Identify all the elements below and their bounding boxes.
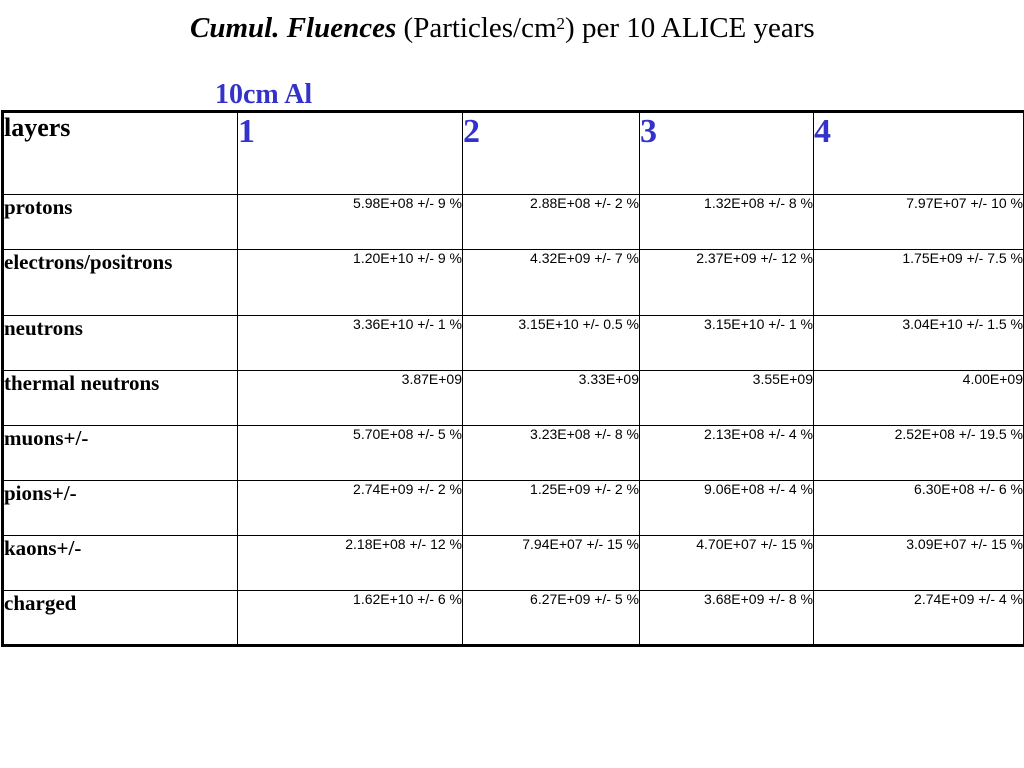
value-cell: 2.37E+09 +/- 12 % <box>640 250 814 316</box>
value-cell: 6.30E+08 +/- 6 % <box>814 481 1024 536</box>
particle-label: thermal neutrons <box>3 371 238 426</box>
value-cell: 4.70E+07 +/- 15 % <box>640 536 814 591</box>
table-row <box>3 536 1024 591</box>
particle-label: protons <box>3 195 238 250</box>
table-row <box>3 591 1024 646</box>
table-row <box>3 195 1024 250</box>
table-row <box>3 250 1024 316</box>
value-cell: 7.97E+07 +/- 10 % <box>814 195 1024 250</box>
title-suffix: ) per 10 ALICE years <box>565 12 815 44</box>
title-units-superscript: 2 <box>556 14 566 33</box>
value-cell: 3.36E+10 +/- 1 % <box>238 316 463 371</box>
table-row <box>3 426 1024 481</box>
layer-2-header: 2 <box>463 112 640 195</box>
value-cell: 2.88E+08 +/- 2 % <box>463 195 640 250</box>
value-cell: 3.15E+10 +/- 0.5 % <box>463 316 640 371</box>
page-subtitle: 10cm Al <box>215 79 313 110</box>
value-cell: 3.55E+09 <box>640 371 814 426</box>
value-cell: 1.20E+10 +/- 9 % <box>238 250 463 316</box>
table-row <box>3 481 1024 536</box>
title-emphasis: Cumul. Fluences <box>190 12 397 44</box>
layer-3-header: 3 <box>640 112 814 195</box>
value-cell: 1.75E+09 +/- 7.5 % <box>814 250 1024 316</box>
value-cell: 3.23E+08 +/- 8 % <box>463 426 640 481</box>
value-cell: 3.33E+09 <box>463 371 640 426</box>
value-cell: 2.13E+08 +/- 4 % <box>640 426 814 481</box>
value-cell: 9.06E+08 +/- 4 % <box>640 481 814 536</box>
particle-label: kaons+/- <box>3 536 238 591</box>
value-cell: 2.74E+09 +/- 2 % <box>238 481 463 536</box>
table-header-row <box>3 112 1024 195</box>
value-cell: 2.18E+08 +/- 12 % <box>238 536 463 591</box>
particle-label: neutrons <box>3 316 238 371</box>
value-cell: 1.32E+08 +/- 8 % <box>640 195 814 250</box>
particle-label: charged <box>3 591 238 646</box>
value-cell: 5.70E+08 +/- 5 % <box>238 426 463 481</box>
layers-header: layers <box>3 112 238 195</box>
value-cell: 1.62E+10 +/- 6 % <box>238 591 463 646</box>
table-row <box>3 316 1024 371</box>
value-cell: 6.27E+09 +/- 5 % <box>463 591 640 646</box>
title-units-prefix: (Particles/cm <box>403 12 557 44</box>
particle-label: muons+/- <box>3 426 238 481</box>
value-cell: 3.15E+10 +/- 1 % <box>640 316 814 371</box>
value-cell: 5.98E+08 +/- 9 % <box>238 195 463 250</box>
value-cell: 3.68E+09 +/- 8 % <box>640 591 814 646</box>
particle-label: electrons/positrons <box>3 250 238 316</box>
page-title <box>190 8 815 48</box>
value-cell: 7.94E+07 +/- 15 % <box>463 536 640 591</box>
layer-4-header: 4 <box>814 112 1024 195</box>
particle-label: pions+/- <box>3 481 238 536</box>
table-row <box>3 371 1024 426</box>
value-cell: 4.32E+09 +/- 7 % <box>463 250 640 316</box>
fluence-table <box>1 110 1024 647</box>
value-cell: 2.52E+08 +/- 19.5 % <box>814 426 1024 481</box>
value-cell: 4.00E+09 <box>814 371 1024 426</box>
value-cell: 1.25E+09 +/- 2 % <box>463 481 640 536</box>
layer-1-header: 1 <box>238 112 463 195</box>
value-cell: 3.87E+09 <box>238 371 463 426</box>
value-cell: 3.04E+10 +/- 1.5 % <box>814 316 1024 371</box>
value-cell: 2.74E+09 +/- 4 % <box>814 591 1024 646</box>
value-cell: 3.09E+07 +/- 15 % <box>814 536 1024 591</box>
